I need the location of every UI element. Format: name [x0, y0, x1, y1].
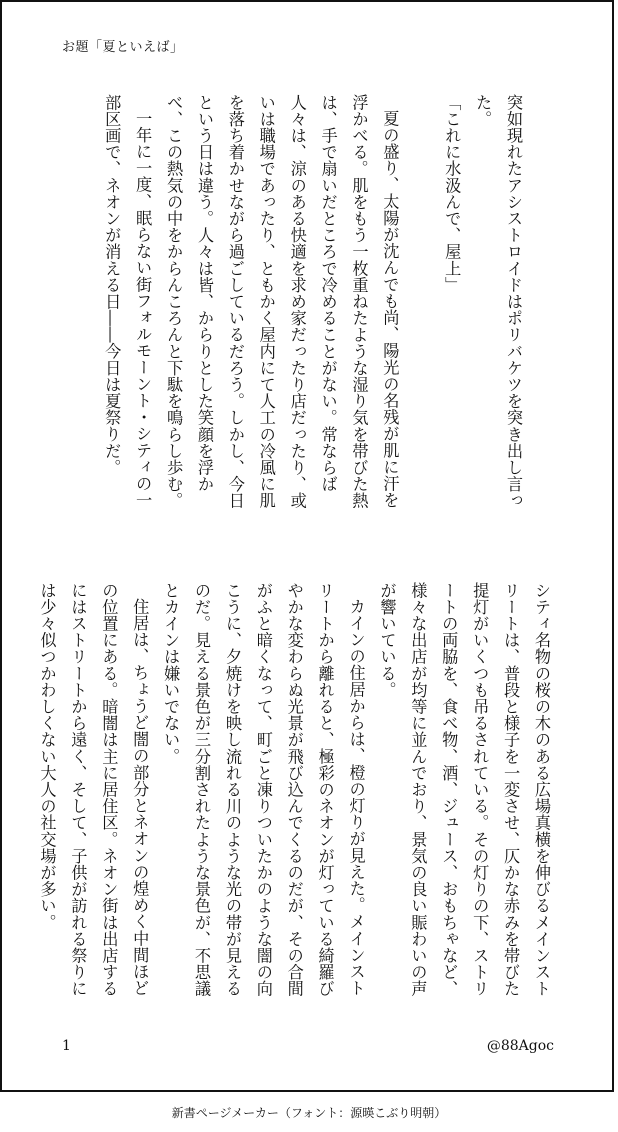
blank-line	[404, 94, 435, 524]
page-title: お題「夏といえば」	[62, 40, 184, 55]
paragraph: 一年に一度、眠らない街フォルモーント・シティの一部区画で、ネオンが消える日――今日は夏祭りだ。	[102, 94, 153, 509]
author-handle: @88Agoc	[486, 1038, 554, 1054]
paragraph: 住居は、ちょうど闇の部分とネオンの煌めく中間ほどの位置にある。暗闇は主に居住区。ネオン街は出店するにはストリートから遠く、そして、子供が訪れる祭りには少々似つかわしくない大人の社交場が多い。	[37, 582, 150, 997]
upper-text-column	[95, 94, 528, 524]
paragraph: 突如現れたアシストロイドはポリバケツを突き出し言った。	[473, 94, 523, 509]
page-number: 1	[62, 1038, 71, 1054]
footer-credit: 新書ページメーカー（フォント：源暎こぶり明朝）	[171, 1106, 447, 1120]
paragraph: シティ名物の桜の木のある広場真横を伸びるメインストリートは、普段と様子を一変させ、仄かな赤みを帯びた提灯がいくつも吊るされている。その灯りの下、ストリートの両脇を、食べ物、酒、ジュース、おもちゃなど、様々な出店が均等に並んでおり、景気の良い賑わいの声が響いている。	[377, 582, 551, 997]
paragraph: 夏の盛り、太陽が沈んでも尚、陽光の名残が肌に汗を浮かべる。肌をもう一枚重ねたような湿り気を帯びた熱は、手で扇いだところで冷めることがない。常ならば人々は、涼のある快適を求め家だったり店だったり、或いは職場であったり、ともかく屋内にて人工の冷風に肌を落ち着かせながら過ごしているだろう。しかし、今日という日は違う。人々は皆、からりとした笑顔を浮かべ、この熱気の中をからんころんと下駄を鳴らし歩む。	[164, 94, 400, 509]
lower-text-column	[31, 582, 556, 1012]
paragraph: カインの住居からは、橙の灯りが見えた。メインストリートから離れると、極彩のネオンが灯っている綺羅びやかな変わらぬ光景が飛び込んでくるのだが、その合間がふと暗くなって、町ごと凍りついたかのような闇の向こうに、夕焼けを映し流れる川のような光の帯が見えるのだ。見える景色が三分割されたような景色が、不思議とカインは嫌いでない。	[161, 582, 366, 997]
paragraph: 「これに水汲んで、屋上」	[442, 94, 462, 294]
